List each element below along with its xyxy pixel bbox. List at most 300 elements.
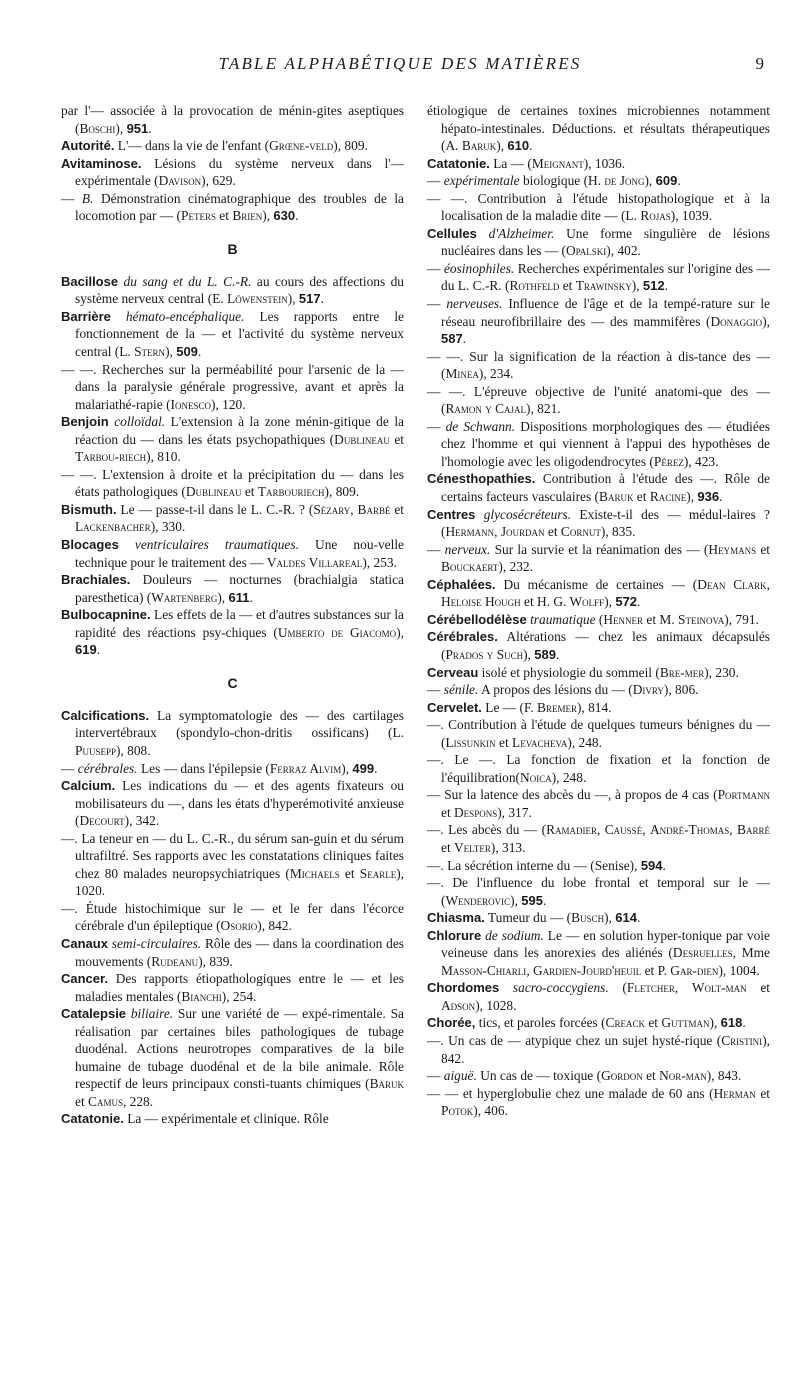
author-name: Lissunkin bbox=[445, 734, 496, 750]
entry-text: . bbox=[148, 120, 152, 136]
entry-keyword: Catatonie. bbox=[427, 155, 490, 171]
author-name: Heymans bbox=[708, 541, 757, 557]
entry-text: — —. L'extension à droite et la précipitation du — dans les états pathologiques ( bbox=[61, 466, 404, 500]
entry-text: ), 842. bbox=[257, 918, 292, 934]
index-entry bbox=[427, 470, 770, 505]
entry-text: . bbox=[96, 642, 101, 658]
index-entry bbox=[61, 900, 404, 935]
index-entry bbox=[61, 155, 404, 190]
entry-subject: expérimentale bbox=[443, 173, 520, 189]
index-entry bbox=[61, 137, 404, 155]
author-name: Rudeanu bbox=[151, 953, 199, 969]
entry-subject: cérébrales. bbox=[77, 760, 138, 776]
page-reference: 951 bbox=[126, 120, 149, 136]
entry-text: Une forme singulière de lésions nucléaires dans les — ( bbox=[441, 225, 770, 259]
author-name: Opalski bbox=[565, 243, 607, 259]
author-name: Henner bbox=[603, 611, 644, 627]
entry-text: Altérations — chez les animaux décapsulés ( bbox=[441, 629, 770, 662]
index-column-right bbox=[427, 102, 770, 1120]
entry-text: et bbox=[642, 1068, 660, 1084]
page-reference: 499 bbox=[352, 760, 375, 776]
author-name: Stern bbox=[134, 344, 166, 360]
author-name: Steinova bbox=[678, 611, 725, 627]
entry-keyword: Cérébellodélèse bbox=[427, 611, 527, 627]
entry-subject: nerveux. bbox=[444, 541, 491, 557]
entry-subject: traumatique bbox=[530, 611, 596, 627]
entry-text: ), bbox=[396, 624, 404, 640]
running-header bbox=[0, 54, 800, 80]
entry-text bbox=[499, 980, 513, 995]
entry-text: ), 808. bbox=[115, 742, 151, 758]
author-name: Noica bbox=[520, 769, 552, 785]
entry-keyword: Bacillose bbox=[61, 273, 119, 289]
entry-subject: nerveuses. bbox=[446, 296, 503, 312]
entry-text: au cours des affections du système nerveux central (E. bbox=[75, 273, 405, 307]
author-name: Guttman bbox=[661, 1015, 710, 1031]
entry-text: . bbox=[664, 278, 668, 294]
author-name: Velter bbox=[454, 839, 491, 855]
entry-text: ( bbox=[608, 980, 627, 996]
entry-text: et bbox=[746, 980, 770, 996]
entry-subject: sacro-coccygiens. bbox=[512, 980, 609, 996]
index-entry bbox=[427, 927, 770, 980]
entry-subject: B. bbox=[81, 190, 94, 206]
index-entry bbox=[427, 155, 770, 173]
entry-text: , bbox=[729, 822, 738, 838]
page-reference: 936 bbox=[697, 489, 720, 505]
entry-text: ), 248. bbox=[567, 734, 602, 750]
entry-text: . bbox=[742, 1015, 746, 1031]
entry-keyword: Brachiales. bbox=[61, 572, 131, 588]
entry-text: Démonstration cinématographique des troubles de la locomotion par — ( bbox=[75, 190, 404, 224]
author-name: Searle bbox=[359, 865, 397, 881]
author-name: Umberto de Giacomo bbox=[277, 624, 397, 640]
index-entry bbox=[427, 418, 770, 471]
entry-text: Tumeur du — ( bbox=[484, 910, 572, 926]
author-name: Grœne-veld bbox=[269, 138, 334, 154]
author-name: Masson-Chiarli bbox=[441, 962, 527, 978]
index-entry bbox=[427, 716, 770, 751]
entry-text: — —. Contribution à l'étude histopathologique et à la localisation de la maladie dite — (L. bbox=[427, 190, 770, 224]
entry-keyword: Autorité. bbox=[61, 138, 115, 154]
author-name: Bremer bbox=[537, 699, 577, 715]
entry-subject: de Schwann. bbox=[445, 418, 516, 434]
entry-text: ), 629. bbox=[201, 173, 236, 189]
entry-text: et bbox=[215, 208, 233, 224]
author-name: Levacheva bbox=[512, 734, 568, 750]
entry-text: , bbox=[526, 962, 534, 978]
entry-text: Les effets de la — et d'autres substances sur la rapidité des réactions psy-chiques ( bbox=[75, 607, 404, 640]
entry-text: Dispositions morphologiques des — étudiées chez l'homme et qui viennent à l'appui des hypothèses de l'homologie avec les oligodendrocytes ( bbox=[441, 418, 771, 469]
entry-keyword: Cerveau bbox=[427, 664, 479, 680]
entry-text: ), 248. bbox=[551, 769, 587, 785]
entry-text: — bbox=[427, 682, 444, 698]
index-entry bbox=[427, 102, 770, 155]
entry-text: et bbox=[756, 541, 770, 557]
author-name: Adson bbox=[441, 997, 476, 1013]
entry-text: ), 814. bbox=[576, 699, 612, 715]
entry-keyword: Cérébrales. bbox=[427, 629, 498, 645]
page-reference: 614 bbox=[615, 910, 637, 926]
page-reference: 512 bbox=[642, 278, 665, 294]
index-entry bbox=[61, 1005, 404, 1110]
author-name: Decourt bbox=[79, 813, 125, 829]
entry-text: Douleurs — nocturnes (brachialgia statica paresthetica) ( bbox=[75, 572, 404, 605]
entry-text: ), 234. bbox=[478, 366, 514, 382]
entry-subject: éosinophiles. bbox=[443, 260, 515, 276]
author-name: Peters bbox=[181, 208, 216, 224]
index-entry bbox=[427, 909, 770, 927]
entry-keyword: Bismuth. bbox=[61, 501, 117, 517]
entry-text: . bbox=[320, 291, 324, 307]
entry-keyword: Barrière bbox=[61, 308, 111, 324]
entry-text: ), 843. bbox=[706, 1068, 742, 1084]
entry-text: —. La teneur en — du L. C.-R., du sérum san-guin et du sérum ultrafiltré. Ses rapports avec les constatations cliniques faites chez 80 malades neuropsychiatriques ( bbox=[61, 830, 404, 881]
entry-text: . bbox=[677, 173, 681, 189]
entry-text: Les — dans l'épilepsie ( bbox=[137, 760, 270, 776]
author-name: Davison bbox=[158, 173, 202, 189]
entry-text: ), bbox=[115, 120, 127, 136]
entry-text: , bbox=[494, 524, 501, 540]
author-name: Portmann bbox=[717, 787, 770, 803]
entry-text: et bbox=[390, 501, 404, 517]
index-entry bbox=[61, 536, 404, 571]
entry-text: — —. Recherches sur la perméabilité pour l'arsenic de la — dans la paralysie générale progressive, avant et après la malariathé-rapie ( bbox=[61, 361, 404, 412]
entry-keyword: Céphalées. bbox=[427, 576, 496, 592]
author-name: Jourdan bbox=[500, 524, 545, 540]
author-name: Sézary bbox=[313, 501, 351, 517]
entry-text: ), 253. bbox=[362, 554, 397, 570]
entry-text: — — et hyperglobulie chez une malade de 60 ans ( bbox=[427, 1085, 714, 1101]
author-name: Meignant bbox=[531, 155, 584, 171]
entry-text: —. Un cas de — atypique chez un sujet hysté-rique ( bbox=[427, 1032, 722, 1048]
entry-text: La — ( bbox=[489, 155, 532, 171]
page-reference: 509 bbox=[176, 344, 198, 360]
entry-text: ), 120. bbox=[211, 396, 246, 412]
author-name: Busch bbox=[571, 910, 605, 926]
entry-text: ), 821. bbox=[526, 401, 561, 417]
author-name: Racine bbox=[649, 489, 687, 505]
entry-text: — bbox=[427, 1068, 444, 1084]
entry-subject: d'Alzheimer. bbox=[488, 225, 555, 241]
page-reference: 595 bbox=[521, 892, 543, 908]
index-entry bbox=[427, 786, 770, 821]
index-entry bbox=[61, 308, 404, 361]
entry-subject: de sodium. bbox=[485, 927, 544, 943]
entry-text: —. Contribution à l'étude de quelques tumeurs bénignes du — ( bbox=[427, 717, 770, 750]
author-name: Valdes Villareal bbox=[266, 554, 363, 570]
index-entry bbox=[61, 830, 404, 900]
entry-text: ), 839. bbox=[198, 953, 233, 969]
entry-text: ), 1004. bbox=[718, 962, 760, 978]
author-name: Dublineau bbox=[185, 484, 242, 500]
entry-text: étiologique de certaines toxines microbiennes notamment hépato-intestinales. Déductions. et résultats thérapeutiques (A. bbox=[427, 103, 770, 154]
entry-text: , bbox=[642, 822, 650, 838]
entry-subject: semi-circulaires. bbox=[111, 935, 202, 951]
index-entry bbox=[427, 260, 770, 295]
author-name: Ferraz Alvim bbox=[269, 760, 342, 776]
entry-text: Les rapports entre le fonctionnement de la — et l'activité du système nerveux central (L. bbox=[75, 308, 405, 360]
index-entry bbox=[61, 273, 404, 308]
page-reference: 618 bbox=[720, 1015, 743, 1031]
entry-text: ), 317. bbox=[497, 804, 532, 820]
entry-text: ), bbox=[217, 589, 229, 605]
entry-text: Rôle des — dans la coordination des mouvements ( bbox=[75, 935, 404, 969]
author-name: Cornut bbox=[560, 524, 601, 540]
page-reference: 589 bbox=[534, 646, 556, 662]
entry-text bbox=[119, 537, 135, 552]
author-name: Löwenstein bbox=[227, 291, 288, 307]
entry-subject: hémato-encéphalique. bbox=[125, 308, 245, 324]
index-entry bbox=[427, 1067, 770, 1085]
author-name: André-Thomas bbox=[649, 822, 730, 838]
entry-text: , bbox=[674, 980, 692, 996]
entry-text: —. Le —. La fonction de fixation et la fonction de l'équilibration( bbox=[427, 752, 770, 785]
entry-text: L'extension à la zone ménin-gitique de la réaction du — dans les états psychopathiques ( bbox=[75, 414, 404, 447]
entry-text: ), 402. bbox=[606, 243, 641, 259]
entry-text: et bbox=[75, 1093, 89, 1109]
entry-text bbox=[477, 226, 489, 241]
entry-text: Existe-t-il des — médul-laires ? ( bbox=[441, 506, 770, 540]
index-entry bbox=[61, 935, 404, 970]
index-entry bbox=[427, 348, 770, 383]
index-entry bbox=[427, 821, 770, 856]
author-name: Baruk bbox=[461, 138, 497, 154]
entry-text: — Sur la latence des abcès du —, à propos de 4 cas ( bbox=[427, 787, 718, 803]
index-entry bbox=[427, 979, 770, 1014]
entry-text: Le — en solution hyper-tonique par voie veineuse dans les anorexies des aliénés ( bbox=[441, 927, 770, 961]
index-entry bbox=[61, 413, 404, 466]
entry-text: et M. bbox=[643, 611, 678, 627]
entry-text: ), bbox=[165, 344, 177, 360]
index-entry bbox=[427, 611, 770, 629]
entry-text: — —. Sur la signification de la réaction à dis-tance des — ( bbox=[427, 348, 770, 382]
page-number: 9 bbox=[755, 54, 764, 73]
entry-keyword: Cervelet. bbox=[427, 699, 482, 715]
entry-text bbox=[475, 507, 483, 522]
entry-text: . bbox=[662, 857, 666, 873]
author-name: Heloise Hough bbox=[441, 594, 521, 610]
entry-keyword: Chorée, bbox=[427, 1015, 476, 1031]
entry-text: ), 810. bbox=[146, 449, 181, 465]
author-name: Dean Clark bbox=[697, 576, 767, 592]
author-name: Trawinsky bbox=[575, 278, 632, 294]
entry-text: . bbox=[529, 138, 533, 154]
index-entry bbox=[61, 707, 404, 760]
index-entry bbox=[427, 506, 770, 541]
page-reference: 587 bbox=[441, 331, 463, 347]
entry-text: ), bbox=[631, 278, 643, 294]
entry-text: et bbox=[241, 484, 258, 500]
entry-text: ), bbox=[510, 892, 522, 908]
entry-keyword: Calcifications. bbox=[61, 707, 150, 723]
entry-text: et bbox=[339, 865, 360, 881]
index-entry bbox=[427, 751, 770, 786]
page-reference: 630 bbox=[273, 208, 296, 224]
author-name: Pérez bbox=[653, 453, 684, 469]
author-name: Bianchi bbox=[181, 988, 222, 1004]
entry-text: ), bbox=[496, 138, 508, 154]
author-name: Lackenbacher bbox=[75, 519, 151, 535]
author-name: Camus bbox=[88, 1093, 123, 1109]
entry-text: Du mécanisme de certaines — ( bbox=[495, 576, 698, 592]
entry-text: , Mme bbox=[732, 945, 770, 961]
entry-text: Recherches expérimentales sur l'origine des — du L. C.-R. ( bbox=[441, 260, 770, 294]
page-title: TABLE ALPHABÉTIQUE DES MATIÈRES bbox=[218, 54, 582, 73]
entry-text: Le — (F. bbox=[481, 699, 538, 715]
author-name: Desruelles bbox=[672, 945, 733, 961]
author-name: Divry bbox=[632, 682, 664, 698]
index-entry bbox=[61, 571, 404, 606]
index-entry bbox=[61, 361, 404, 414]
author-name: Cristini bbox=[721, 1032, 763, 1048]
index-entry bbox=[61, 606, 404, 659]
entry-text: — bbox=[61, 190, 82, 206]
entry-text: . bbox=[462, 331, 467, 347]
entry-text: . bbox=[719, 489, 723, 505]
author-name: Gar-dien bbox=[670, 962, 719, 978]
index-entry bbox=[427, 857, 770, 875]
author-name: Dublineau bbox=[334, 431, 390, 447]
entry-text: ), 230. bbox=[704, 664, 739, 680]
entry-text: Une nou-velle technique pour le traitement des — bbox=[75, 537, 404, 570]
author-name: Gordon bbox=[601, 1068, 643, 1084]
index-entry bbox=[427, 576, 770, 611]
entry-text: , bbox=[766, 576, 770, 592]
index-entry bbox=[61, 970, 404, 1005]
author-name: Wenderovic bbox=[445, 892, 511, 908]
page-reference: 619 bbox=[75, 642, 97, 658]
entry-text: —. Les abcès du — ( bbox=[427, 822, 547, 838]
entry-keyword: Blocages bbox=[61, 537, 119, 553]
entry-text: A propos des lésions du — ( bbox=[478, 682, 633, 698]
entry-text: ), 423. bbox=[683, 453, 719, 469]
entry-text: Sur une variété de — expé-rimentale. Sa réalisation par certaines biles pathologiques de tubage duodénal. Actions neurotropes comparatives de la bile humaine de tubage duodénal et de la bile animale. Rôle respectif de leurs principaux consti-tuants chimiques ( bbox=[75, 1006, 404, 1092]
index-entry bbox=[61, 501, 404, 536]
entry-text: ), bbox=[604, 910, 616, 926]
entry-text: ), bbox=[523, 646, 535, 662]
author-name: Potok bbox=[441, 1103, 474, 1119]
entry-text: et bbox=[520, 594, 538, 610]
index-entry bbox=[427, 295, 770, 348]
entry-text: —. La sécrétion interne du — (Senise), bbox=[427, 857, 641, 873]
author-name: Creack bbox=[605, 1015, 645, 1031]
entry-keyword: Calcium. bbox=[61, 778, 116, 794]
entry-text: Lésions du système nerveux dans l'— expérimentale ( bbox=[75, 155, 404, 189]
entry-subject: ventriculaires traumatiques. bbox=[134, 537, 299, 553]
entry-text: et bbox=[559, 278, 576, 294]
author-name: Minea bbox=[445, 366, 479, 382]
entry-text: ), 1036. bbox=[583, 155, 626, 171]
entry-text: et P. bbox=[641, 962, 671, 978]
author-name: Baruk bbox=[369, 1076, 404, 1092]
entry-text: — bbox=[427, 418, 446, 434]
entry-text: . bbox=[374, 760, 378, 776]
entry-keyword: Chlorure bbox=[427, 927, 482, 943]
entry-keyword: Cancer. bbox=[61, 971, 108, 987]
author-name: Ramon y Cajal bbox=[445, 401, 527, 417]
index-entry bbox=[427, 1014, 770, 1032]
index-entry bbox=[61, 102, 404, 137]
entry-text: ), 1028. bbox=[475, 997, 517, 1013]
author-name: Osorio bbox=[220, 918, 258, 934]
entry-text: . bbox=[555, 646, 560, 662]
author-name: Brien bbox=[232, 208, 263, 224]
author-name: Bre-mer bbox=[659, 664, 705, 680]
section-letter: B bbox=[227, 240, 238, 257]
entry-keyword: Cénesthopathies. bbox=[427, 471, 536, 487]
entry-text: et bbox=[441, 839, 455, 855]
page-reference: 610 bbox=[507, 138, 530, 154]
index-entry bbox=[427, 681, 770, 699]
entry-text: . bbox=[249, 589, 253, 605]
entry-text: ), 809. bbox=[333, 138, 368, 154]
index-entry bbox=[427, 541, 770, 576]
entry-text: isolé et physiologie du sommeil ( bbox=[478, 664, 660, 680]
entry-keyword: Benjoin bbox=[61, 414, 109, 430]
author-name: Barré bbox=[737, 822, 770, 838]
author-name: H. G. Wolff bbox=[537, 594, 605, 610]
author-name: Herman bbox=[713, 1085, 756, 1101]
entry-keyword: Avitaminose. bbox=[61, 155, 142, 171]
entry-text: biologique (H. bbox=[519, 173, 605, 189]
entry-text: ), bbox=[686, 489, 698, 505]
entry-subject: glycosécréteurs. bbox=[483, 506, 572, 522]
author-name: Donaggio bbox=[710, 313, 763, 329]
author-name: Michaels bbox=[289, 865, 340, 881]
entry-text: — —. L'épreuve objective de l'unité anatomi-que des — ( bbox=[427, 383, 770, 417]
index-entry bbox=[427, 664, 770, 682]
entry-text: ), bbox=[762, 313, 770, 329]
entry-text: , bbox=[350, 501, 358, 517]
index-entry bbox=[427, 383, 770, 418]
author-name: Barbé bbox=[357, 501, 391, 517]
index-entry bbox=[427, 628, 770, 663]
entry-text: La — expérimentale et clinique. Rôle bbox=[123, 1111, 329, 1127]
entry-text: ), bbox=[709, 1015, 721, 1031]
entry-text: ), 254. bbox=[221, 988, 257, 1004]
page-reference: 572 bbox=[615, 594, 638, 610]
entry-text: ), 406. bbox=[473, 1103, 508, 1119]
entry-text: ), 842. bbox=[441, 1032, 770, 1066]
entry-text: Sur la survie et la réanimation des — ( bbox=[490, 541, 709, 557]
entry-text: Contribution à l'étude des —. Rôle de certains facteurs vasculaires ( bbox=[441, 471, 770, 505]
page-reference: 611 bbox=[228, 589, 250, 605]
author-name: Ramadier bbox=[546, 822, 597, 838]
entry-text: ), 806. bbox=[663, 682, 699, 698]
entry-text: ), 791. bbox=[724, 611, 759, 627]
author-name: Boschi bbox=[79, 120, 116, 136]
author-name: Wartenberg bbox=[151, 589, 218, 605]
entry-text: — bbox=[61, 760, 78, 776]
author-name: Prados y Such bbox=[445, 646, 524, 662]
entry-text: ), 330. bbox=[150, 519, 186, 535]
entry-text: . bbox=[542, 892, 547, 908]
index-entry bbox=[427, 699, 770, 717]
entry-keyword: Bulbocapnine. bbox=[61, 607, 151, 623]
entry-subject: biliaire. bbox=[130, 1006, 174, 1022]
entry-text: ), bbox=[262, 208, 274, 224]
entry-text: Les indications du — et des agents fixateurs ou mobilisateurs du —, dans les états d'hyperémotivité anxieuse ( bbox=[75, 778, 404, 829]
author-name: Baruk bbox=[599, 489, 634, 505]
entry-text: —. Étude histochimique sur le — et le fer dans l'écorce cérébrale d'un épileptique ( bbox=[61, 900, 404, 934]
entry-text: . bbox=[637, 594, 641, 610]
entry-keyword: Cellules bbox=[427, 225, 477, 241]
page-reference: 594 bbox=[640, 857, 663, 873]
author-name: Ionesco bbox=[170, 396, 212, 412]
index-entry bbox=[427, 172, 770, 190]
entry-keyword: Chordomes bbox=[427, 980, 500, 996]
